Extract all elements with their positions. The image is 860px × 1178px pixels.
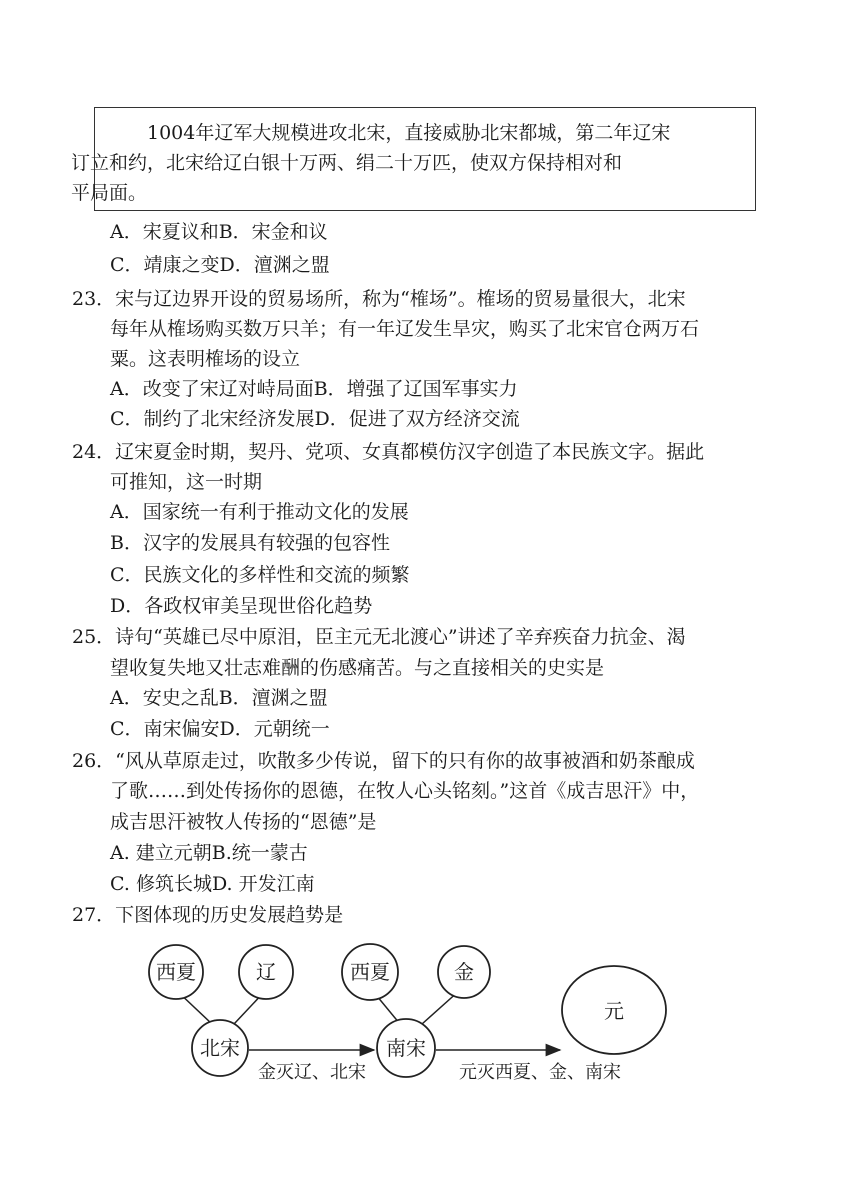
arrow-label-yuan-mie: 元灭西夏、金、南宋 — [459, 1062, 621, 1083]
q22-option-ab[interactable]: A．宋夏议和B．宋金和议 — [110, 221, 328, 243]
q23-stem-line-2: 每年从榷场购买数万只羊；有一年辽发生旱灾，购买了北宋官仓两万石 — [110, 318, 700, 340]
q22-option-cd[interactable]: C．靖康之变D．澶渊之盟 — [110, 254, 330, 276]
q24-option-d[interactable]: D．各政权审美呈现世俗化趋势 — [110, 595, 373, 617]
history-trend-diagram — [140, 938, 680, 1098]
q26-option-cd[interactable]: C. 修筑长城D. 开发江南 — [110, 873, 315, 895]
q23-stem-line-1: 23．宋与辽边界开设的贸易场所，称为“榷场”。榷场的贸易量很大，北宋 — [72, 288, 686, 310]
q25-stem-line-2: 望收复失地又壮志难酬的伤感痛苦。与之直接相关的史实是 — [110, 657, 605, 679]
node-label-xixia-2: 西夏 — [350, 960, 390, 984]
q24-option-c[interactable]: C．民族文化的多样性和交流的频繁 — [110, 564, 410, 586]
node-label-yuan: 元 — [604, 999, 624, 1023]
node-label-beisong: 北宋 — [200, 1036, 240, 1060]
q26-stem-line-2: 了歌……到处传扬你的恩德，在牧人心头铭刻。”这首《成吉思汗》中， — [110, 780, 700, 802]
arrow-label-jin-mie: 金灭辽、北宋 — [258, 1062, 366, 1083]
q23-stem-line-3: 粟。这表明榷场的设立 — [110, 348, 301, 370]
q25-option-ab[interactable]: A．安史之乱B．澶渊之盟 — [110, 687, 328, 709]
q23-option-cd[interactable]: C．制约了北宋经济发展D．促进了双方经济交流 — [110, 408, 520, 430]
q25-stem-line-1: 25．诗句“英雄已尽中原泪，臣主元无北渡心”讲述了辛弃疾奋力抗金、渴 — [72, 626, 686, 648]
node-label-nansong: 南宋 — [386, 1036, 426, 1060]
node-label-jin: 金 — [454, 960, 474, 984]
q26-option-ab[interactable]: A. 建立元朝B.统一蒙古 — [110, 842, 308, 864]
q26-stem-line-3: 成吉思汗被牧人传扬的“恩德”是 — [110, 811, 377, 833]
q24-stem-line-2: 可推知，这一时期 — [110, 471, 263, 493]
q24-stem-line-1: 24．辽宋夏金时期，契丹、党项、女真都模仿汉字创造了本民族文字。据此 — [72, 441, 705, 463]
passage-box — [71, 107, 756, 211]
q27-stem: 27．下图体现的历史发展趋势是 — [72, 904, 344, 926]
q25-option-cd[interactable]: C．南宋偏安D．元朝统一 — [110, 718, 330, 740]
q26-stem-line-1: 26．“风从草原走过，吹散多少传说，留下的只有你的故事被酒和奶茶酿成 — [72, 750, 695, 772]
node-label-liao: 辽 — [256, 960, 276, 984]
passage-text: 1004年辽军大规模进攻北宋，直接威胁北宋都城，第二年辽宋 订立和约，北宋给辽白银十万两、绢二十万匹，使双方保持相对和 平局面。 — [71, 122, 671, 204]
q23-option-ab[interactable]: A．改变了宋辽对峙局面B．增强了辽国军事实力 — [110, 378, 518, 400]
node-label-xixia-1: 西夏 — [156, 960, 196, 984]
q24-option-b[interactable]: B．汉字的发展具有较强的包容性 — [110, 532, 390, 554]
q24-option-a[interactable]: A．国家统一有利于推动文化的发展 — [110, 501, 409, 523]
